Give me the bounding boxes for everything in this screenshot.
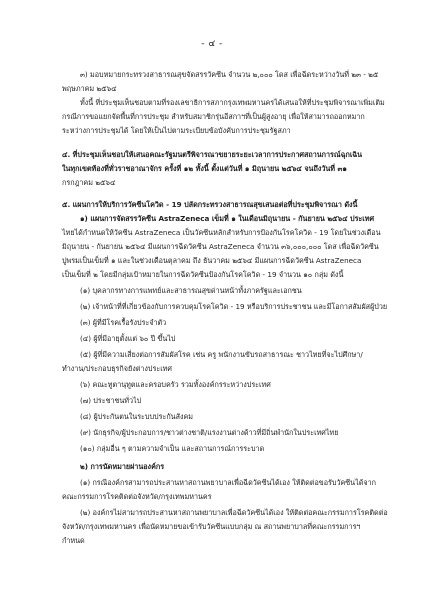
text-line: (๕) ผู้ที่มีความเสี่ยงต่อการสัมผัสโรค เช่น ครู พนักงานขับรถสาธารณะ ชาวไทยที่จะไปศึกษา/: [80, 350, 363, 359]
text-line: (๒) องค์กรไม่สามารถประสานหาสถานพยาบาลเพื่อฉีดวัคซีนได้เอง ให้ติดต่อคณะกรรมการโรคติดต่อ: [80, 508, 388, 517]
text-line: (๗) ประชาชนทั่วไป: [80, 396, 142, 405]
text-line: ๑) แผนการจัดสรรวัคซีน AstraZeneca เข็มที่ ๑ ในเดือนมิถุนายน - กันยายน ๒๕๖๔ ประเทศ: [80, 214, 375, 223]
text-line: จังหวัด/กรุงเทพมหานคร เพื่อนัดหมายขอเข้ารับวัคซีนแบบกลุ่ม ณ สถานพยาบาลที่คณะกรรมการฯ: [62, 522, 361, 531]
text-line: ๕. แผนการให้บริการวัคซีนโควิด - 19 ปลัดกระทรวงสาธารณสุขเสนอต่อที่ประชุมพิจารณา ดังนี้: [62, 200, 358, 209]
text-line: พฤษภาคม ๒๕๖๔: [62, 84, 117, 93]
text-line: (๓) ผู้ที่มีโรคเรื้อรังประจำตัว: [80, 318, 167, 327]
text-line: กรกฎาคม ๒๕๖๔: [62, 178, 116, 187]
text-line: เป็นเข็มที่ ๒ โดยมีกลุ่มเป้าหมายในการฉีดวัคซีนป้องกันโรคโควิด - 19 จำนวน ๑๐ กลุ่ม ดังนี้: [62, 270, 344, 279]
text-line: (๘) ผู้ประกันตนในระบบประกันสังคม: [80, 412, 194, 421]
text-line: (๑) บุคลากรทางการแพทย์และสาธารณสุขด่านหน้าทั้งภาครัฐและเอกชน: [80, 286, 302, 295]
page-number: - ๔ -: [201, 39, 223, 49]
text-line: (๑) กรณีองค์กรสามารถประสานหาสถานพยาบาลเพื่อฉีดวัคซีนได้เอง ให้ติดต่อขอรับวัคซีนได้จาก: [80, 478, 376, 487]
text-line: (๔) ผู้ที่มีอายุตั้งแต่ ๖๐ ปี ขึ้นไป: [80, 334, 176, 343]
text-line: ปูพรมเป็นเข็มที่ ๑ และในช่วงเดือนตุลาคม ถึง ธันวาคม ๒๕๖๔ มีแผนการฉีดวัคซีน AstraZeneca: [62, 256, 362, 265]
text-line: ทำงาน/ประกอบธุรกิจยังต่างประเทศ: [62, 364, 172, 373]
text-line: ๒) การนัดหมายผ่านองค์กร: [80, 462, 165, 471]
text-line: ๓) มอบหมายกระทรวงสาธารณสุขจัดสรรวัคซีน จำนวน ๒,๐๐๐ โดส เพื่อฉีดระหว่างวันที่ ๒๓ - ๒๕: [80, 70, 379, 79]
text-line: ระหว่างการประชุมได้ โดยให้เป็นไปตามระเบียบข้อบังคับการประชุมรัฐสภา: [62, 126, 291, 135]
text-line: (๑๐) กลุ่มอื่น ๆ ตามความจำเป็น และสถานการณ์การระบาด: [80, 444, 265, 453]
text-line: (๖) คณะทูตานุทูตและครอบครัว รวมทั้งองค์กรระหว่างประเทศ: [80, 380, 271, 389]
text-line: (๒) เจ้าหน้าที่ที่เกี่ยวข้องกับการควบคุมโรคโควิด - 19 หรือบริการประชาชน และมีโอกาสสัมผัสผู้ป่วย: [80, 302, 388, 311]
text-line: คณะกรรมการโรคติดต่อจังหวัด/กรุงเทพมหานคร: [62, 492, 212, 501]
text-line: ในทุกเขตท้องที่ทั่วราชอาณาจักร ครั้งที่ ๑๒ ทั้งนี้ ตั้งแต่วันที่ ๑ มิถุนายน ๒๕๖๔ จนถึงวันที่ ๓๑: [62, 164, 347, 173]
text-line: กำหนด: [62, 536, 85, 545]
text-line: (๙) นักธุรกิจ/ผู้ประกอบการ/ชาวต่างชาติ/แรงงานต่างด้าวที่มีถิ่นพำนักในประเทศไทย: [80, 428, 339, 437]
text-line: ๔. ที่ประชุมเห็นชอบให้เสนอคณะรัฐมนตรีพิจารณาขยายระยะเวลาการประกาศสถานการณ์ฉุกเฉิน: [62, 150, 363, 159]
text-line: มิถุนายน - กันยายน ๒๕๖๔ มีแผนการฉีดวัคซีน AstraZeneca จำนวน ๓๖,๐๐๐,๐๐๐ โดส เพื่อฉีดวัคซีน: [62, 242, 379, 251]
text-line: กรณีการขอแยกจัดพื้นที่การประชุม สำหรับสมาชิกรุ่นอีสกาฯที่เป็นผู้สูงอายุ เพื่อให้สามารถออกหมาก: [62, 112, 365, 121]
text-line: ไทยได้กำหนดให้วัคซีน AstraZeneca เป็นวัคซีนหลักสำหรับการป้องกันโรคโควิด - 19 โดยในช่วงเดือน: [62, 228, 381, 237]
text-line: ทั้งนี้ ที่ประชุมเห็นชอบตามที่รองเลขาธิการสภากรุงเทพมหานครได้เสนอให้ที่ประชุมพิจารณาเพิ่มเติม: [80, 98, 385, 107]
